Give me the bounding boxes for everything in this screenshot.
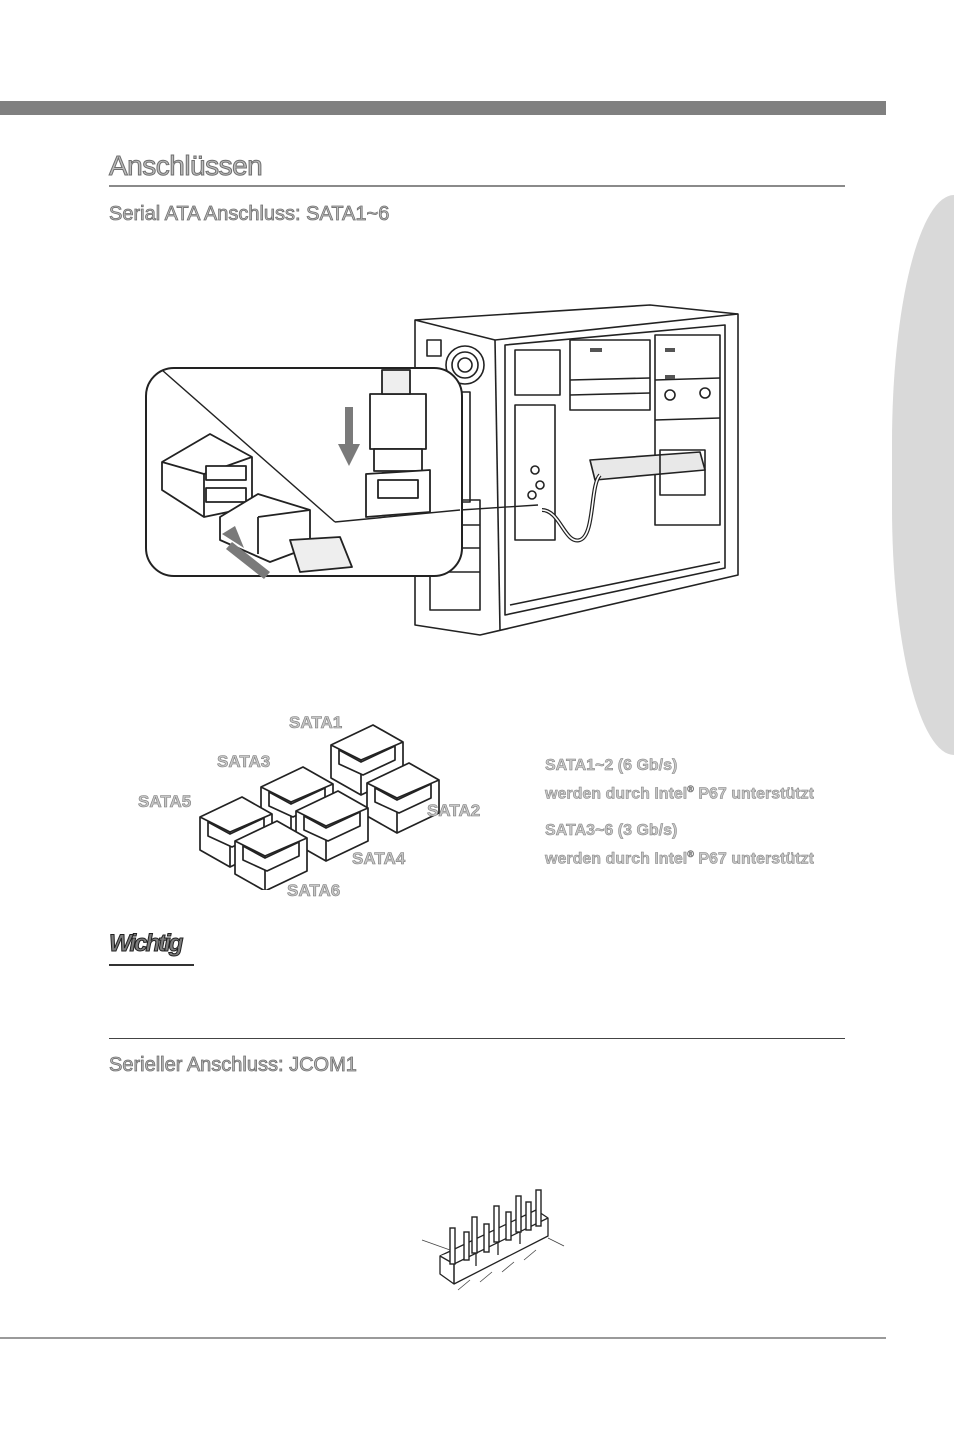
- note-sata36-text: werden durch Intel® P67 unterstützt: [545, 849, 814, 868]
- sata-zoom-callout: [140, 362, 470, 584]
- title-rule: [109, 185, 845, 187]
- note-sata12-text: werden durch Intel® P67 unterstützt: [545, 784, 814, 803]
- sata-heading: Serial ATA Anschluss: SATA1~6: [109, 203, 390, 225]
- port-label-sata1: SATA1: [289, 713, 343, 732]
- important-label: Wichtig: [109, 930, 182, 957]
- port-label-sata3: SATA3: [217, 752, 271, 771]
- port-label-sata6: SATA6: [287, 881, 341, 900]
- com-heading: Serieller Anschluss: JCOM1: [109, 1054, 357, 1076]
- jcom1-pin-header: [418, 1188, 568, 1296]
- important-underline: [109, 964, 194, 966]
- port-label-sata4: SATA4: [352, 849, 406, 868]
- header-bar: [0, 101, 886, 115]
- note-sata12-title: SATA1~2 (6 Gb/s): [545, 757, 678, 774]
- port-label-sata5: SATA5: [138, 792, 192, 811]
- sata-ports-diagram: [195, 720, 445, 890]
- footer-rule: [0, 1337, 886, 1339]
- section-title: Anschlüssen: [109, 150, 263, 181]
- port-label-sata2: SATA2: [427, 801, 481, 820]
- section-divider: [109, 1038, 845, 1039]
- side-tab: [892, 195, 954, 755]
- note-sata36-title: SATA3~6 (3 Gb/s): [545, 822, 678, 839]
